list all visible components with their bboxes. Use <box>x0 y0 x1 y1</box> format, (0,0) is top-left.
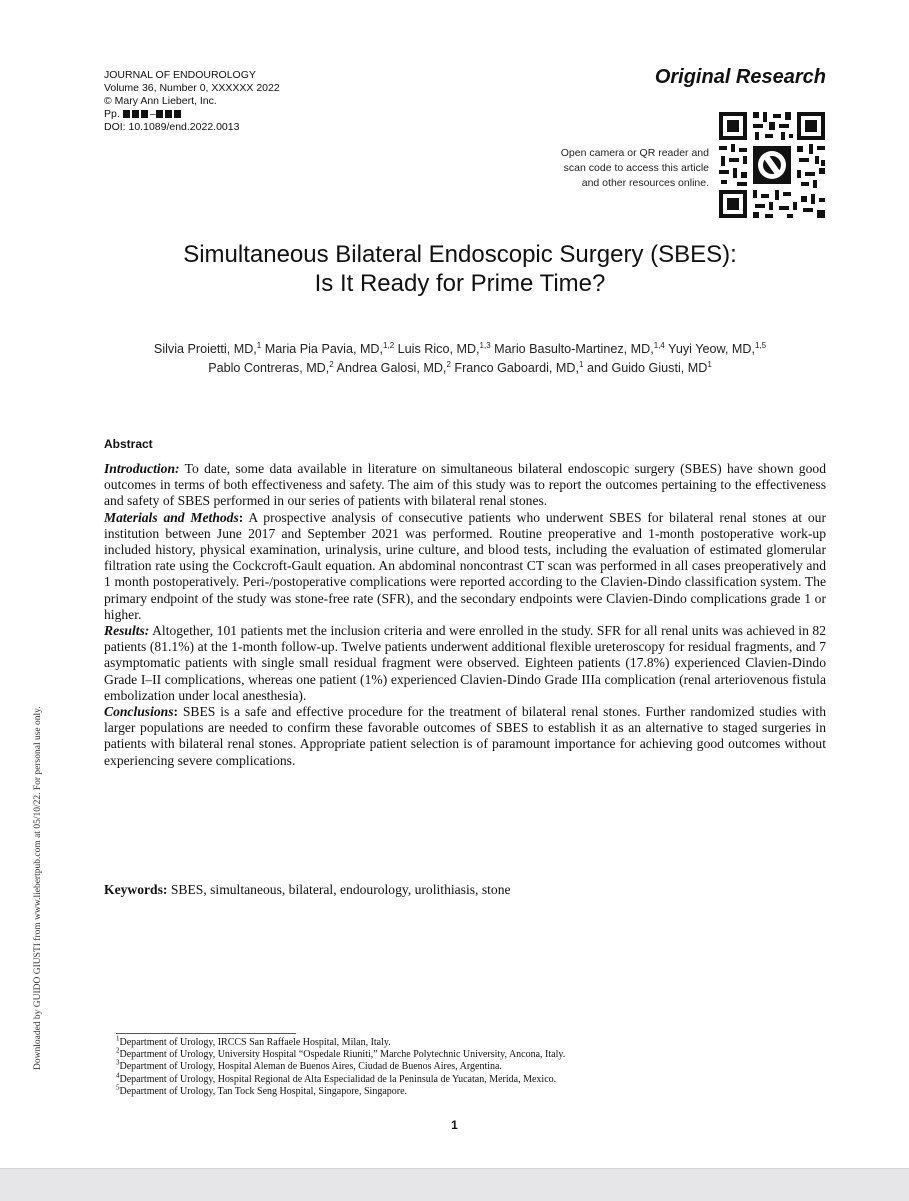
abstract-results <box>104 623 826 704</box>
author-affiliation: 2 <box>329 359 334 369</box>
footnote-marker: 5 <box>116 1083 120 1092</box>
title-line: Simultaneous Bilateral Endoscopic Surgery (SBES): <box>183 241 737 268</box>
author-affiliation: 2 <box>446 359 451 369</box>
footnote-text: Department of Urology, Tan Tock Seng Hospital, Singapore, Singapore. <box>119 1085 408 1097</box>
keywords <box>104 882 826 898</box>
abstract-methods <box>104 510 826 623</box>
footnote-item <box>116 1071 836 1086</box>
section-label: Original Research <box>654 66 826 88</box>
abstract-body <box>104 461 826 769</box>
qr-line: scan code to access this article <box>563 162 709 174</box>
qr-line: Open camera or QR reader and <box>560 147 709 159</box>
footnote-text: Department of Urology, IRCCS San Raffaele Hospital, Milan, Italy. <box>119 1037 391 1048</box>
journal-volume: Volume 36, Number 0, XXXXXX 2022 <box>104 82 280 94</box>
footnote-marker: 2 <box>116 1046 120 1055</box>
results-text: Altogether, 101 patients met the inclusion criteria and were enrolled in the study. SFR for all renal units was achieved in 82 patients (81.1%) at the 1-month follow-up. Twelve patients underwent additional flexible ureteroscopy for residual fragments, and 7 asymptomatic patients with single small residual fragment were observed. Eighteen patients (17.8%) experienced Clavien-Dindo Grade I–II complications, whereas one patient (1%) experienced Clavien-Dindo Grade IIIa complication (renal arteriovenous fistula embolization under local anesthesia). <box>104 623 826 703</box>
introduction-text: To date, some data available in literature on simultaneous bilateral endoscopic surgery (SBES) have shown good outcomes in terms of both effectiveness and safety. The aim of this study was to report the outcomes pertaining to the effectiveness and safety of SBES performed in our series of patients with bilateral renal stones. <box>104 461 826 509</box>
keywords-label: Keywords: <box>104 882 168 897</box>
journal-info <box>104 69 280 134</box>
viewer-background <box>0 1168 909 1201</box>
methods-text: A prospective analysis of consecutive patients who underwent SBES for bilateral renal stones at our institution between June 2017 and September 2021 was performed. Routine preoperative and 1-month postoperative work-up included history, physical examination, urinalysis, urine culture, and blood tests, including the evaluation of estimated glomerular filtration rate using the Cockcroft-Gault equation. An abdominal noncontrast CT scan was performed in all cases preoperatively and 1 month postoperatively. Peri-/postoperative complications were reported according to the Clavien-Dindo classification system. The primary endpoint of the study was stone-free rate (SFR), and the secondary endpoints were Clavien-Dindo complications grade 1 or higher. <box>104 509 826 622</box>
author-name[interactable]: Maria Pia Pavia, MD, <box>264 342 384 356</box>
article-title <box>60 240 860 298</box>
footnote-item <box>116 1083 836 1098</box>
abstract-heading: Abstract <box>104 437 153 451</box>
journal-doi: DOI: 10.1089/end.2022.0013 <box>104 121 240 133</box>
footnote-item <box>116 1046 836 1061</box>
conclusions-text: SBES is a safe and effective procedure for the treatment of bilateral renal stones. Further randomized studies with larger populations are needed to confirm these favorable outcomes of SBES to establish it as an alternative to staged surgeries in patients with bilateral renal stones. Appropriate patient selection is of paramount importance for achieving good outcomes without experiencing severe complications. <box>104 704 826 768</box>
journal-pages <box>104 108 280 121</box>
conclusions-label: Conclusions <box>104 704 174 720</box>
footnote-marker: 3 <box>116 1059 120 1068</box>
footnote-text: Department of Urology, University Hospital “Ospedale Riuniti,” Marche Polytechnic University, Ancona, Italy. <box>119 1049 566 1061</box>
footnote-text: Department of Urology, Hospital Aleman de Buenos Aires, Ciudad de Buenos Aires, Argentina. <box>119 1061 502 1073</box>
footnote-divider <box>116 1033 296 1034</box>
author-affiliation: 1,4 <box>653 340 665 350</box>
author-affiliation: 1 <box>707 359 712 369</box>
methods-colon: : <box>238 509 244 525</box>
abstract-conclusions <box>104 704 826 769</box>
title-line: Is It Ready for Prime Time? <box>314 270 606 297</box>
footnote-marker: 1 <box>116 1034 120 1043</box>
author-affiliation: 1,2 <box>383 340 395 350</box>
author-affiliation: 1 <box>256 340 262 350</box>
introduction-label: Introduction: <box>104 461 180 476</box>
methods-label: Materials and Methods <box>104 509 239 525</box>
download-watermark: Downloaded by GUIDO GIUSTI from www.liebertpub.com at 05/10/22. For personal use only. <box>33 706 43 1070</box>
author-affiliation: 1 <box>578 359 584 369</box>
journal-name: JOURNAL OF ENDOUROLOGY <box>104 69 256 81</box>
author-name[interactable]: Silvia Proietti, MD, <box>153 342 257 356</box>
author-name[interactable]: Luis Rico, MD, <box>397 342 480 356</box>
journal-copyright: © Mary Ann Liebert, Inc. <box>104 95 217 107</box>
author-list <box>60 340 860 378</box>
author-name[interactable]: Mario Basulto-Martinez, MD, <box>494 342 654 356</box>
abstract-introduction <box>104 461 826 510</box>
pages-placeholder: – <box>123 108 183 120</box>
author-name[interactable]: and Guido Giusti, MD <box>586 361 708 375</box>
keywords-text: SBES, simultaneous, bilateral, endourology, urolithiasis, stone <box>167 882 511 897</box>
footnote-item <box>116 1061 836 1073</box>
qr-code-icon[interactable] <box>717 110 827 220</box>
author-line <box>60 340 860 359</box>
footnote-text: Department of Urology, Hospital Regional de Alta Especialidad de la Peninsula de Yucatan, Merida, Mexico. <box>119 1073 557 1085</box>
footnote-marker: 4 <box>116 1071 120 1080</box>
pages-label: Pp. <box>104 108 120 120</box>
author-name[interactable]: Pablo Contreras, MD, <box>208 361 330 375</box>
author-name[interactable]: Andrea Galosi, MD, <box>336 361 447 375</box>
footnote-item <box>116 1034 836 1049</box>
affiliation-footnotes <box>116 1034 836 1098</box>
author-name[interactable]: Franco Gaboardi, MD, <box>454 361 579 375</box>
page-number: 1 <box>451 1118 458 1132</box>
conclusions-colon: : <box>173 704 179 720</box>
author-line <box>60 359 860 378</box>
results-label: Results: <box>104 623 150 639</box>
author-name[interactable]: Yuyi Yeow, MD, <box>668 342 755 356</box>
author-affiliation: 1,5 <box>754 340 767 350</box>
qr-line: and other resources online. <box>581 177 709 189</box>
author-affiliation: 1,3 <box>479 340 491 350</box>
qr-instructions <box>519 146 709 191</box>
